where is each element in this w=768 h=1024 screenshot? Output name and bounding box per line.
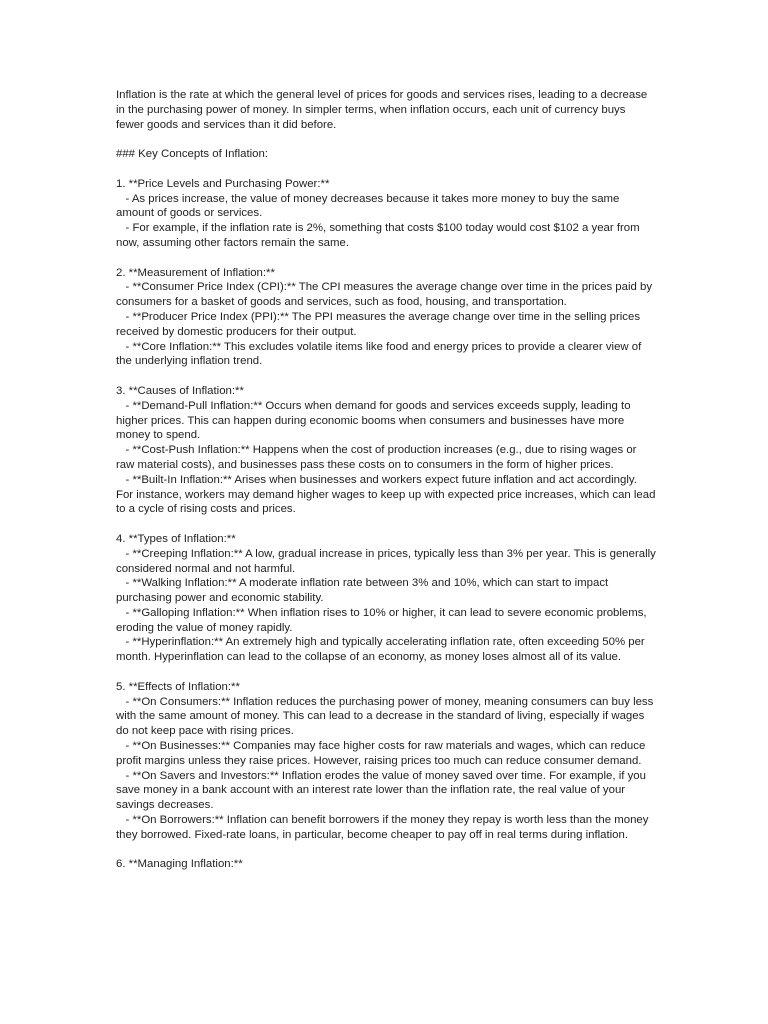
list-item: - **Producer Price Index (PPI):** The PPI measures the average change over time in the selling prices received by domestic producers for their output. (116, 310, 644, 338)
list-item: - **On Businesses:** Companies may face higher costs for raw materials and wages, which can reduce profit margins unless they raise prices. However, raising prices too much can reduce consumer demand. (116, 740, 649, 767)
section-heading: 4. **Types of Inflation:** (116, 532, 236, 545)
section-heading: 1. **Price Levels and Purchasing Power:** (116, 177, 330, 190)
list-item: - For example, if the inflation rate is 2%, something that costs $100 today would cost $102 a year from now, assuming other factors remain the same. (116, 222, 643, 249)
list-item: - **On Borrowers:** Inflation can benefit borrowers if the money they repay is worth less than the money they borrowed. Fixed-rate loans, in particular, become cheaper to pay off in real terms during inflation. (116, 814, 652, 841)
key-concepts-heading: ### Key Concepts of Inflation: (116, 148, 268, 161)
list-item: - **Hyperinflation:** An extremely high and typically accelerating inflation rate, often exceeding 50% per month. Hyperinflation can lead to the collapse of an economy, as money loses almost all of its value. (116, 636, 648, 664)
spacer (116, 132, 656, 147)
spacer (116, 369, 656, 384)
list-item: - **Built-In Inflation:** Arises when businesses and workers expect future inflation and act accordingly. For instance, workers may demand higher wages to keep up with expected price increases, which can lead to a cycle of rising costs and prices. (116, 473, 659, 516)
section-heading: 5. **Effects of Inflation:** (116, 680, 240, 693)
spacer (116, 843, 656, 858)
intro-paragraph: Inflation is the rate at which the general level of prices for goods and services rises, leading to a decrease in the purchasing power of money. In simpler terms, when inflation occurs, each unit of currency buys fewer goods and services than it did before. (116, 89, 651, 131)
list-item: - **Galloping Inflation:** When inflation rises to 10% or higher, it can lead to severe economic problems, eroding the value of money rapidly. (116, 606, 650, 634)
spacer (116, 517, 656, 532)
list-item: - **Creeping Inflation:** A low, gradual increase in prices, typically less than 3% per year. This is generally considered normal and not harmful. (116, 547, 660, 575)
list-item: - **Walking Inflation:** A moderate inflation rate between 3% and 10%, which can start to impact purchasing power and economic stability. (116, 577, 612, 605)
spacer (116, 665, 656, 680)
spacer (116, 162, 656, 177)
section-heading: 3. **Causes of Inflation:** (116, 384, 244, 397)
section-heading: 2. **Measurement of Inflation:** (116, 266, 275, 279)
list-item: - **Core Inflation:** This excludes volatile items like food and energy prices to provide a clearer view of the underlying inflation trend. (116, 340, 645, 368)
list-item: - **Consumer Price Index (CPI):** The CPI measures the average change over time in the prices paid by consumers for a basket of goods and services, such as food, housing, and transportation. (116, 281, 656, 309)
list-item: - **Demand-Pull Inflation:** Occurs when demand for goods and services exceeds supply, leading to higher prices. This can happen during economic booms when consumers and businesses have more money to spend. (116, 399, 634, 442)
list-item: - As prices increase, the value of money decreases because it takes more money to buy the same amount of goods or services. (116, 192, 623, 220)
spacer (116, 251, 656, 266)
document-page (116, 88, 660, 872)
list-item: - **On Consumers:** Inflation reduces the purchasing power of money, meaning consumers can buy less with the same amount of money. This can lead to a decrease in the standard of living, especially if wages do not keep pace with rising prices. (116, 695, 657, 738)
section-heading: 6. **Managing Inflation:** (116, 858, 243, 871)
list-item: - **On Savers and Investors:** Inflation erodes the value of money saved over time. For example, if you save money in a bank account with an interest rate lower than the inflation rate, the real value of your savings decreases. (116, 769, 650, 812)
list-item: - **Cost-Push Inflation:** Happens when the cost of production increases (e.g., due to rising wages or raw material costs), and businesses pass these costs on to consumers in the form of higher prices. (116, 444, 640, 471)
